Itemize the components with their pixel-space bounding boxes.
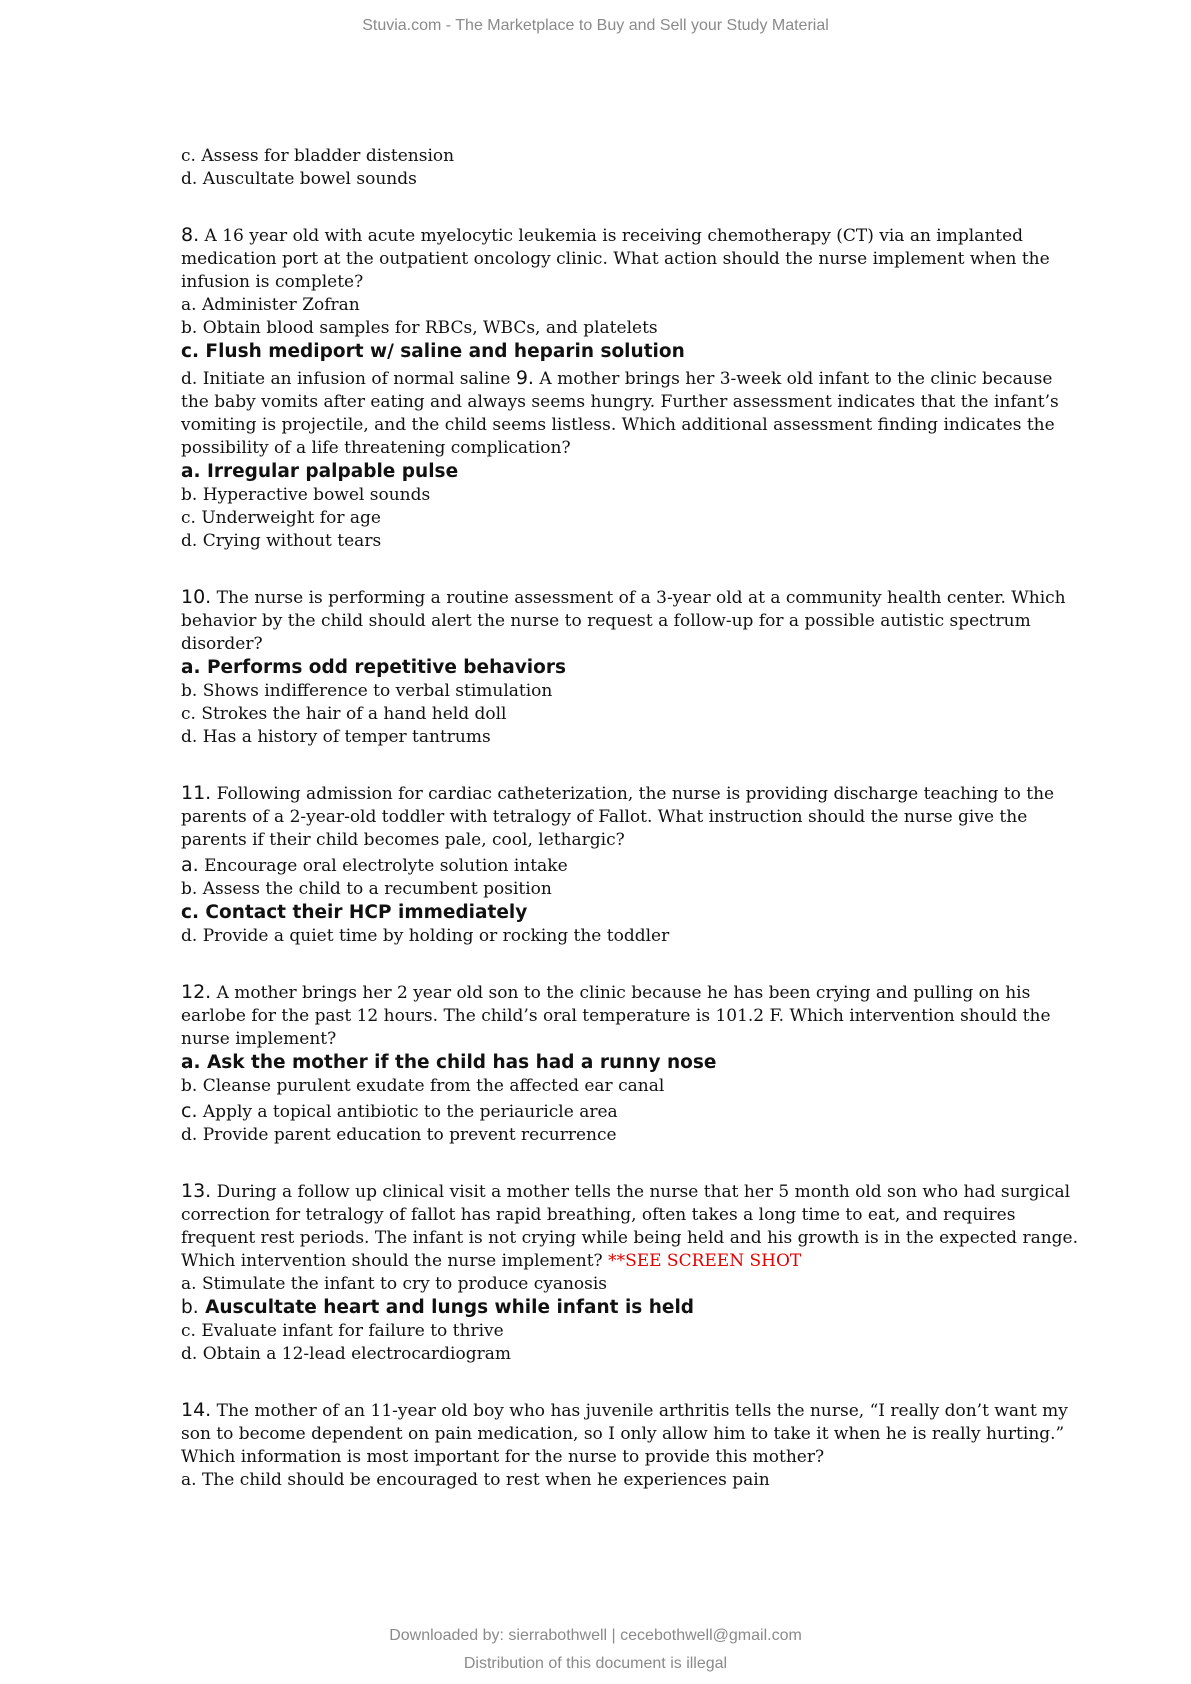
option-c: c. Evaluate infant for failure to thrive xyxy=(181,1321,504,1341)
spacer xyxy=(181,1147,1021,1180)
question-text: son to become dependent on pain medication, so I only allow him to take it when he is really hurting.” xyxy=(181,1424,1065,1444)
question-10 xyxy=(181,586,1066,749)
option-c: c. Assess for bladder distension xyxy=(181,146,455,166)
question-text: nurse implement? xyxy=(181,1029,337,1049)
question-text: 14. The mother of an 11-year old boy who has juvenile arthritis tells the nurse, “I really don’t want my xyxy=(181,1399,1068,1421)
question-number: 13. xyxy=(181,1180,212,1202)
option-d: d. Obtain a 12-lead electrocardiogram xyxy=(181,1344,511,1364)
option-d: d. Provide a quiet time by holding or rocking the toddler xyxy=(181,926,670,946)
spacer xyxy=(181,948,1021,981)
question-text: infusion is complete? xyxy=(181,272,364,292)
option-b: b. Obtain blood samples for RBCs, WBCs, and platelets xyxy=(181,318,658,338)
question-text: 11. Following admission for cardiac catheterization, the nurse is providing discharge teaching to the xyxy=(181,782,1055,804)
spacer xyxy=(181,191,1021,224)
question-text: parents if their child becomes pale, cool, lethargic? xyxy=(181,830,625,850)
correct-answer: c. Flush mediport w/ saline and heparin solution xyxy=(181,341,685,362)
question-13 xyxy=(181,1180,1079,1366)
option-a: a. The child should be encouraged to rest when he experiences pain xyxy=(181,1470,770,1490)
option-c: c. Strokes the hair of a hand held doll xyxy=(181,704,507,724)
option-d: d. Initiate an infusion of normal saline xyxy=(181,369,516,389)
question-text: 12. A mother brings her 2 year old son to the clinic because he has been crying and pulling on his xyxy=(181,981,1031,1003)
question-number: 8. xyxy=(181,224,200,246)
option-d: d. Crying without tears xyxy=(181,531,382,551)
correct-answer: a. Performs odd repetitive behaviors xyxy=(181,657,566,678)
option-a: a. Encourage oral electrolyte solution intake xyxy=(181,854,568,876)
question-text: the baby vomits after eating and always seems hungry. Further assessment indicates that the infant’s xyxy=(181,392,1059,412)
question-14 xyxy=(181,1399,1068,1492)
question-number: 11. xyxy=(181,782,212,804)
option-d: d. Has a history of temper tantrums xyxy=(181,727,491,747)
option-b: b. Shows indifference to verbal stimulation xyxy=(181,681,553,701)
question-11 xyxy=(181,782,1055,948)
question-text: 8. A 16 year old with acute myelocytic leukemia is receiving chemotherapy (CT) via an implanted xyxy=(181,224,1024,246)
question-text: 13. During a follow up clinical visit a mother tells the nurse that her 5 month old son who had surgical xyxy=(181,1180,1071,1202)
question-text: d. Initiate an infusion of normal saline 9. A mother brings her 3-week old infant to the clinic because xyxy=(181,367,1053,389)
question-number: 14. xyxy=(181,1399,212,1421)
question-text: Which intervention should the nurse implement? **SEE SCREEN SHOT xyxy=(181,1251,802,1271)
document-body xyxy=(181,145,1079,1492)
screenshot-note: **SEE SCREEN SHOT xyxy=(608,1251,802,1271)
question-text: behavior by the child should alert the nurse to request a follow-up for a possible autistic spectrum xyxy=(181,611,1031,631)
question-number: 10. xyxy=(181,586,212,608)
question-12 xyxy=(181,981,1051,1147)
question-text: medication port at the outpatient oncology clinic. What action should the nurse implement when the xyxy=(181,249,1050,269)
option-d: d. Provide parent education to prevent recurrence xyxy=(181,1125,617,1145)
distribution-notice: Distribution of this document is illegal xyxy=(463,1655,728,1672)
question-8 xyxy=(181,224,1053,391)
page-header: Stuvia.com - The Marketplace to Buy and Sell your Study Material xyxy=(362,17,829,34)
question-number: 12. xyxy=(181,981,212,1003)
option-b: b. Assess the child to a recumbent position xyxy=(181,879,552,899)
question-9 xyxy=(181,391,1059,553)
correct-answer: a. Irregular palpable pulse xyxy=(181,461,459,482)
spacer xyxy=(181,749,1021,782)
question-text: vomiting is projectile, and the child seems listless. Which additional assessment finding indicates the xyxy=(181,415,1055,435)
option-c: c. Apply a topical antibiotic to the periauricle area xyxy=(181,1100,618,1122)
option-a: a. Administer Zofran xyxy=(181,295,360,315)
option-a: a. Stimulate the infant to cry to produce cyanosis xyxy=(181,1274,608,1294)
download-notice: Downloaded by: sierrabothwell | cecebothwell@gmail.com xyxy=(389,1627,802,1644)
question-text: parents of a 2-year-old toddler with tetralogy of Fallot. What instruction should the nurse give the xyxy=(181,807,1028,827)
option-b: b. Hyperactive bowel sounds xyxy=(181,485,431,505)
question-text: frequent rest periods. The infant is not crying while being held and his growth is in the expected range. xyxy=(181,1228,1079,1248)
question-text: possibility of a life threatening complication? xyxy=(181,438,571,458)
option-b: b. Cleanse purulent exudate from the affected ear canal xyxy=(181,1076,665,1096)
spacer xyxy=(181,553,1021,586)
question-text: 10. The nurse is performing a routine assessment of a 3-year old at a community health center. Which xyxy=(181,586,1066,608)
correct-answer: c. Contact their HCP immediately xyxy=(181,902,528,923)
option-c: c. Underweight for age xyxy=(181,508,381,528)
question-number: 9. xyxy=(515,367,534,389)
spacer xyxy=(181,1366,1021,1399)
question-text: correction for tetralogy of fallot has rapid breathing, often takes a long time to eat, and requires xyxy=(181,1205,1016,1225)
option-d: d. Auscultate bowel sounds xyxy=(181,169,417,189)
question-text: Which information is most important for the nurse to provide this mother? xyxy=(181,1447,825,1467)
question-text: earlobe for the past 12 hours. The child’s oral temperature is 101.2 F. Which intervention should the xyxy=(181,1006,1051,1026)
correct-answer: b. Auscultate heart and lungs while infant is held xyxy=(181,1297,695,1318)
question-text: disorder? xyxy=(181,634,263,654)
correct-answer: a. Ask the mother if the child has had a runny nose xyxy=(181,1052,717,1073)
